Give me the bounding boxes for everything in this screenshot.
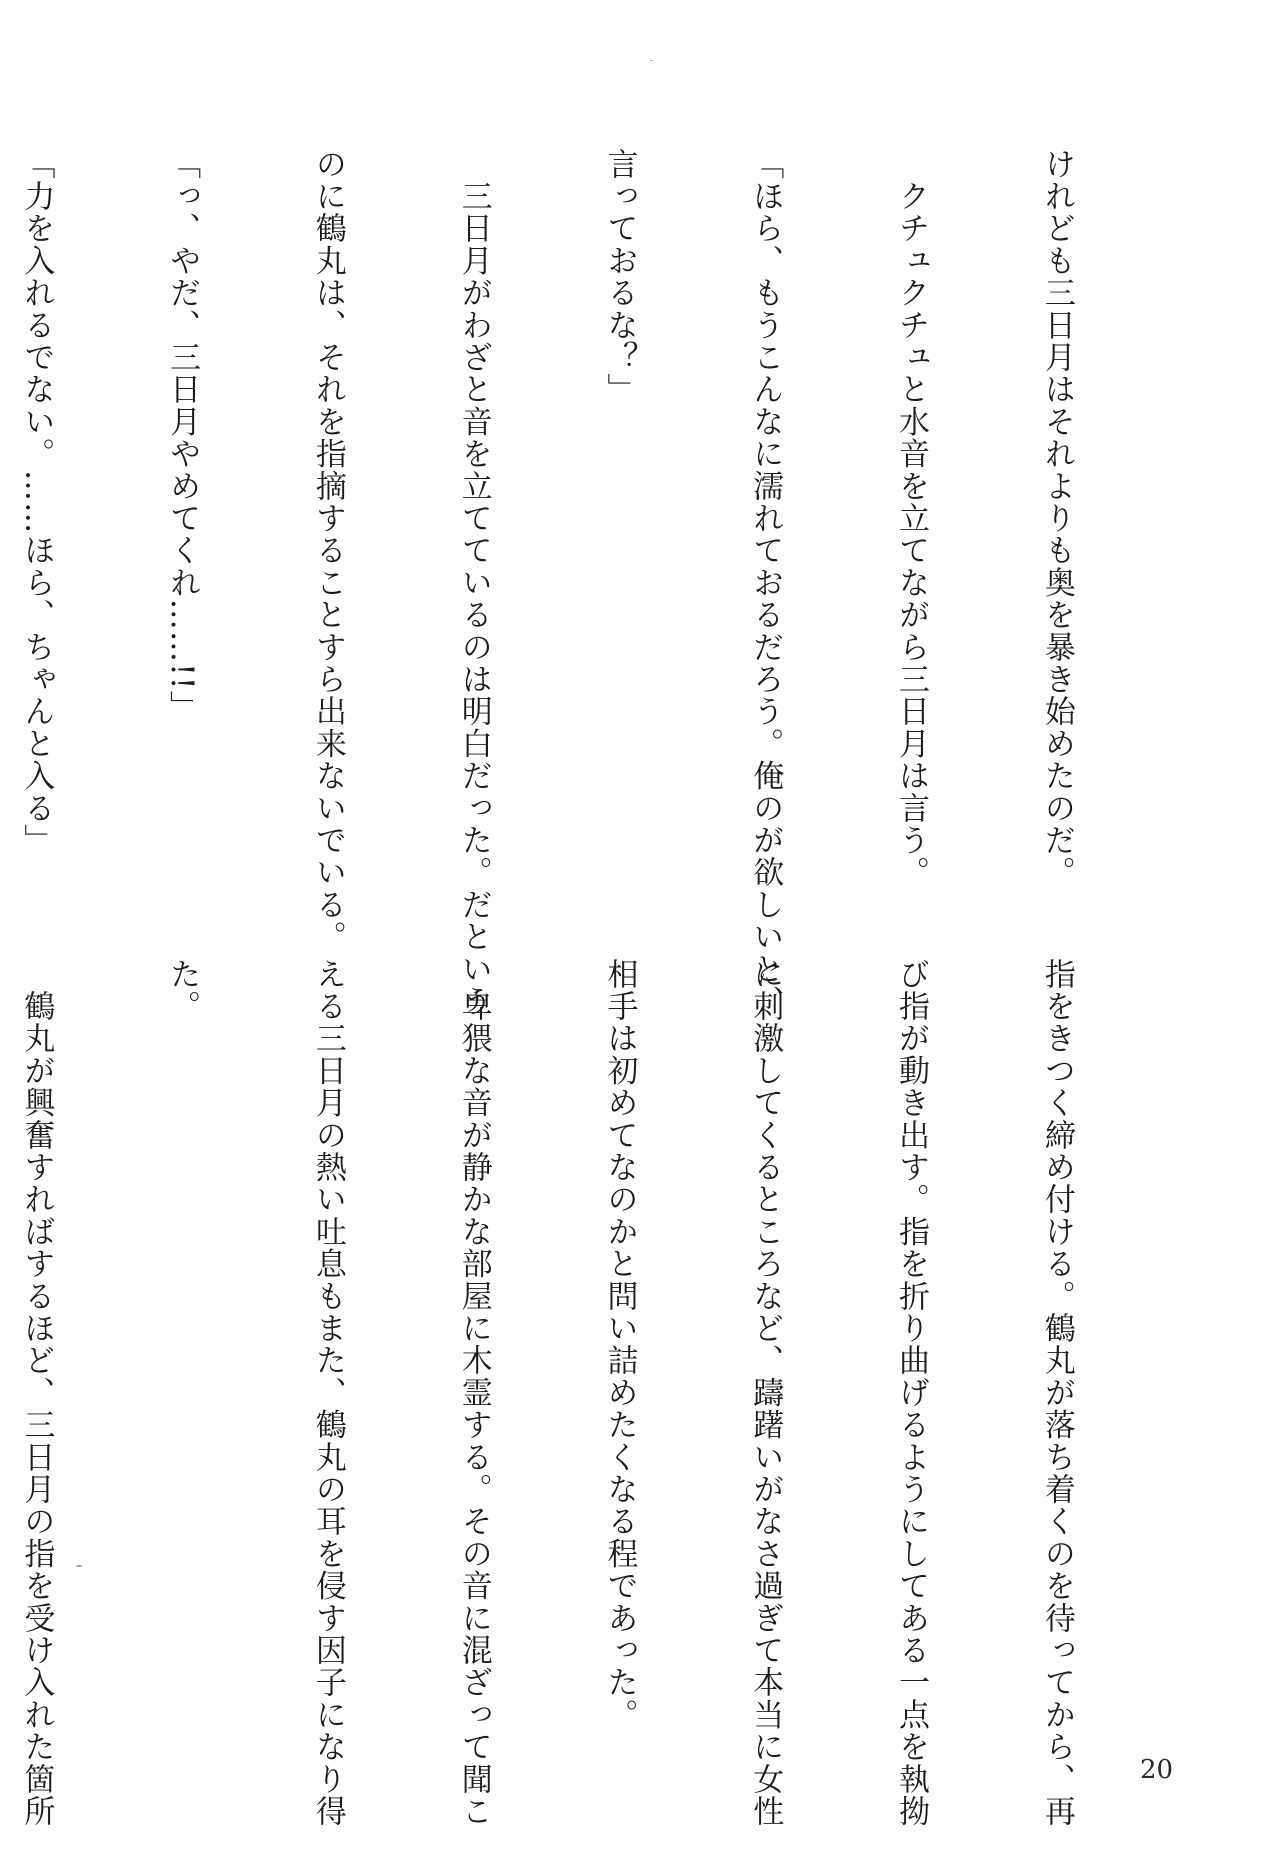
- text-column: クチュクチュと水音を立てながら三日月は言う。: [893, 148, 930, 889]
- text-column: える三日月の熱い吐息もまた、鶴丸の耳を侵す因子になり得: [309, 958, 346, 1828]
- text-column: 指をきつく締め付ける。鶴丸が落ち着くのを待ってから、再: [1038, 958, 1075, 1828]
- text-column: 言っておるな？」: [601, 148, 638, 406]
- text-column: 「っ、やだ、三日月やめてくれ……!!」: [164, 148, 201, 723]
- text-column: 卑猥な音が静かな部屋に木霊する。その音に混ざって聞こ: [455, 958, 492, 1828]
- text-column: た。: [164, 958, 201, 1023]
- text-column: 鶴丸が興奮すればするほど、三日月の指を受け入れた箇所: [18, 958, 55, 1828]
- text-column: 「力を入れるでない。……ほら、ちゃんと入る」: [18, 148, 55, 857]
- text-column: 「ほら、もうこんなに濡れておるだろう。俺のが欲しいと、: [747, 148, 784, 1018]
- text-column: 相手は初めてなのかと問い詰めたくなる程であった。: [601, 958, 638, 1731]
- text-column: けれども三日月はそれよりも奥を暴き始めたのだ。: [1038, 148, 1075, 889]
- scan-speck: [650, 60, 653, 61]
- upper-text-block: [18, 148, 1178, 1018]
- text-column: に刺激してくるところなど、躊躇いがなさ過ぎて本当に女性: [747, 958, 784, 1828]
- text-column: び指が動き出す。指を折り曲げるようにしてある一点を執拗: [893, 958, 930, 1828]
- text-column: のに鶴丸は、それを指摘することすら出来ないでいる。: [309, 148, 346, 953]
- page-number: 20: [1140, 1755, 1174, 1785]
- text-column: 三日月がわざと音を立てているのは明白だった。だという: [455, 148, 492, 1018]
